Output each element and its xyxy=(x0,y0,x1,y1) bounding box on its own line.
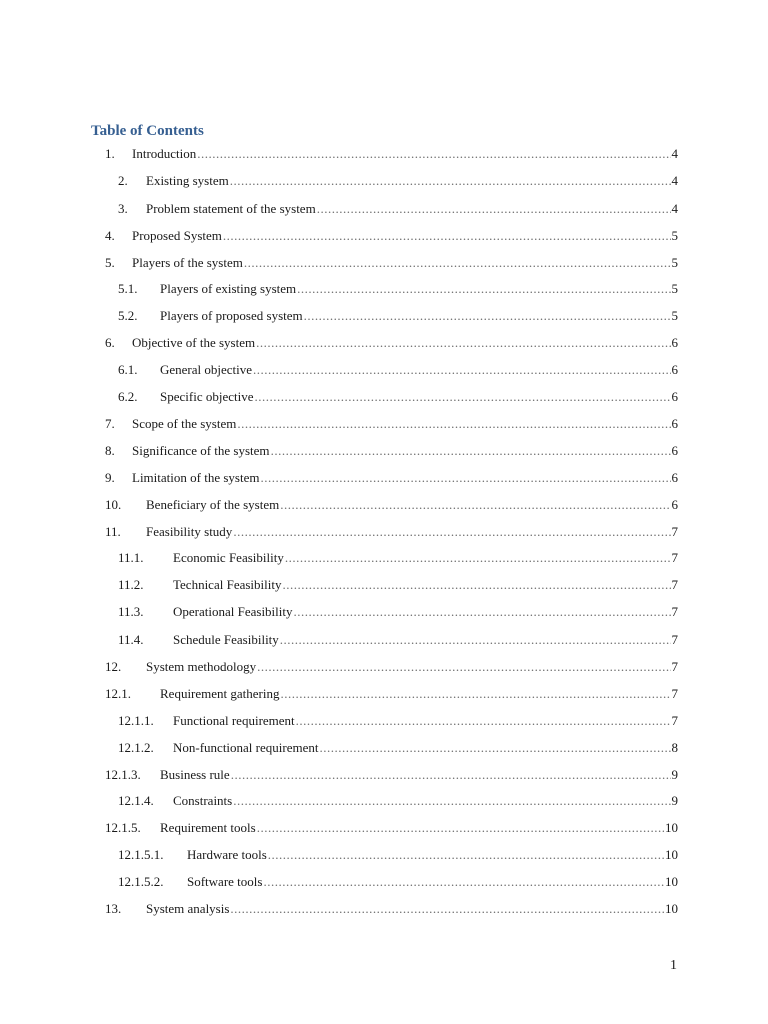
dot-leader xyxy=(268,845,664,865)
toc-entry[interactable] xyxy=(0,845,768,865)
toc-entry-number: 12.1. xyxy=(105,686,131,701)
dot-leader xyxy=(297,279,670,299)
dot-leader xyxy=(233,522,670,542)
toc-entry-number: 7. xyxy=(105,416,115,431)
toc-entry-page[interactable]: 5 xyxy=(671,228,678,243)
toc-entry-page[interactable]: 7 xyxy=(671,577,678,592)
toc-entry-number: 11. xyxy=(105,524,121,539)
toc-entry-line xyxy=(132,253,678,273)
toc-entry[interactable] xyxy=(0,872,768,892)
toc-entry-page[interactable]: 5 xyxy=(671,281,678,296)
toc-entry[interactable] xyxy=(0,253,768,273)
toc-entry-page[interactable]: 4 xyxy=(671,173,678,188)
toc-entry-number: 4. xyxy=(105,228,115,243)
toc-entry-number: 12.1.3. xyxy=(105,767,141,782)
toc-entry-title[interactable]: Beneficiary of the system xyxy=(146,497,280,512)
toc-entry[interactable] xyxy=(0,387,768,407)
toc-entry-line xyxy=(160,387,678,407)
toc-entry-page[interactable]: 8 xyxy=(671,740,678,755)
dot-leader xyxy=(223,226,671,246)
toc-entry[interactable] xyxy=(0,738,768,758)
toc-entry-number: 5.1. xyxy=(118,281,138,296)
toc-entry-title[interactable]: Schedule Feasibility xyxy=(173,632,279,647)
toc-entry-number: 13. xyxy=(105,901,122,916)
toc-entry[interactable] xyxy=(0,684,768,704)
toc-entry-line xyxy=(146,522,678,542)
toc-entry-title[interactable]: Hardware tools xyxy=(187,847,267,862)
toc-entry-page[interactable]: 5 xyxy=(671,255,678,270)
toc-entry-title[interactable]: System analysis xyxy=(146,901,230,916)
toc-entry-page[interactable]: 4 xyxy=(671,146,678,161)
toc-entry-line xyxy=(160,306,678,326)
dot-leader xyxy=(231,765,671,785)
toc-entry-line xyxy=(173,711,678,731)
dot-leader xyxy=(285,548,671,568)
toc-entry-title[interactable]: Non-functional requirement xyxy=(173,740,319,755)
toc-entry-number: 6.2. xyxy=(118,389,138,404)
page-number: 1 xyxy=(670,958,677,973)
toc-entry[interactable] xyxy=(0,279,768,299)
toc-entry[interactable] xyxy=(0,522,768,542)
toc-entry-line xyxy=(132,468,678,488)
toc-entry-line xyxy=(160,360,678,380)
toc-entry-title[interactable]: Objective of the system xyxy=(132,335,256,350)
toc-entry[interactable] xyxy=(0,602,768,622)
toc-entry-line xyxy=(146,495,678,515)
toc-entry[interactable] xyxy=(0,414,768,434)
toc-entry-number: 2. xyxy=(118,173,128,188)
toc-entry-title[interactable]: Introduction xyxy=(132,146,197,161)
toc-entry-page[interactable]: 7 xyxy=(671,604,678,619)
toc-entry-line xyxy=(160,684,678,704)
toc-entry[interactable] xyxy=(0,468,768,488)
toc-entry-number: 12.1.1. xyxy=(118,713,154,728)
dot-leader xyxy=(255,387,671,407)
toc-title: Table of Contents xyxy=(91,123,204,139)
toc-entry-line xyxy=(132,333,678,353)
dot-leader xyxy=(317,199,671,219)
toc-entry-title[interactable]: Requirement tools xyxy=(160,820,256,835)
toc-entry-number: 5. xyxy=(105,255,115,270)
toc-entry-number: 12.1.5. xyxy=(105,820,141,835)
toc-entry-page[interactable]: 10 xyxy=(665,874,678,889)
toc-entry-line xyxy=(132,441,678,461)
toc-entry-page[interactable]: 6 xyxy=(671,443,678,458)
toc-entry-line xyxy=(160,279,678,299)
toc-entry-number: 11.3. xyxy=(118,604,144,619)
toc-entry-line xyxy=(160,818,678,838)
toc-entry[interactable] xyxy=(0,711,768,731)
toc-entry-page[interactable]: 7 xyxy=(671,713,678,728)
toc-entry[interactable] xyxy=(0,548,768,568)
toc-entry[interactable] xyxy=(0,306,768,326)
toc-entry-title[interactable]: Players of proposed system xyxy=(160,308,303,323)
toc-entry-line xyxy=(173,548,678,568)
toc-entry-line xyxy=(160,765,678,785)
toc-entry-page[interactable]: 6 xyxy=(671,497,678,512)
toc-entry-page[interactable]: 7 xyxy=(671,659,678,674)
toc-entry-page[interactable]: 6 xyxy=(671,389,678,404)
toc-entry-title[interactable]: Limitation of the system xyxy=(132,470,260,485)
toc-entry-line xyxy=(132,226,678,246)
toc-entry-page[interactable]: 6 xyxy=(671,470,678,485)
toc-entry-page[interactable]: 7 xyxy=(671,524,678,539)
toc-entry-title[interactable]: Existing system xyxy=(146,173,229,188)
dot-leader xyxy=(244,253,671,273)
toc-entry-number: 1. xyxy=(105,146,115,161)
toc-entry-title[interactable]: Economic Feasibility xyxy=(173,550,284,565)
dot-leader xyxy=(280,630,671,650)
toc-entry-line xyxy=(173,575,678,595)
toc-entry-line xyxy=(132,144,678,164)
toc-entry-number: 12.1.4. xyxy=(118,793,154,808)
toc-entry-title[interactable]: General objective xyxy=(160,362,253,377)
toc-entry-page[interactable]: 6 xyxy=(671,416,678,431)
toc-entry-line xyxy=(173,738,678,758)
dot-leader xyxy=(257,657,670,677)
toc-entry-number: 11.1. xyxy=(118,550,144,565)
toc-entry[interactable] xyxy=(0,441,768,461)
toc-entry-page[interactable]: 10 xyxy=(665,847,678,862)
toc-entry-line xyxy=(187,872,678,892)
toc-entry-page[interactable]: 9 xyxy=(671,793,678,808)
dot-leader xyxy=(260,468,670,488)
toc-entry-number: 11.4. xyxy=(118,632,144,647)
toc-entry-title[interactable]: Functional requirement xyxy=(173,713,295,728)
toc-entry-page[interactable]: 7 xyxy=(671,632,678,647)
toc-entry-page[interactable]: 10 xyxy=(665,820,678,835)
toc-entry-number: 12.1.5.1. xyxy=(118,847,164,862)
dot-leader xyxy=(280,495,670,515)
toc-entry-number: 6. xyxy=(105,335,115,350)
toc-entry-page[interactable]: 6 xyxy=(671,335,678,350)
dot-leader xyxy=(256,333,670,353)
toc-entry-number: 3. xyxy=(118,201,128,216)
toc-entry-title[interactable]: Technical Feasibility xyxy=(173,577,282,592)
toc-entry[interactable] xyxy=(0,899,768,919)
toc-entry-page[interactable]: 7 xyxy=(671,550,678,565)
toc-entry-title[interactable]: Scope of the system xyxy=(132,416,237,431)
toc-entry-number: 12.1.2. xyxy=(118,740,154,755)
toc-entry[interactable] xyxy=(0,575,768,595)
toc-entry-title[interactable]: Players of existing system xyxy=(160,281,297,296)
toc-entry-number: 12.1.5.2. xyxy=(118,874,164,889)
toc-entry[interactable] xyxy=(0,818,768,838)
dot-leader xyxy=(253,360,670,380)
toc-entry-line xyxy=(146,899,678,919)
toc-entry[interactable] xyxy=(0,630,768,650)
dot-leader xyxy=(230,171,671,191)
toc-entry-page[interactable]: 9 xyxy=(671,767,678,782)
toc-entry-page[interactable]: 6 xyxy=(671,362,678,377)
toc-entry-number: 10. xyxy=(105,497,122,512)
toc-entry[interactable] xyxy=(0,226,768,246)
toc-entry[interactable] xyxy=(0,171,768,191)
toc-entry-line xyxy=(173,791,678,811)
dot-leader xyxy=(304,306,671,326)
toc-entry-line xyxy=(173,630,678,650)
dot-leader xyxy=(271,441,671,461)
dot-leader xyxy=(257,818,664,838)
toc-entry-page[interactable]: 7 xyxy=(671,686,678,701)
toc-entry-number: 12. xyxy=(105,659,122,674)
dot-leader xyxy=(263,872,664,892)
toc-entry-number: 5.2. xyxy=(118,308,138,323)
toc-entry-line xyxy=(187,845,678,865)
toc-entry-title[interactable]: Problem statement of the system xyxy=(146,201,316,216)
dot-leader xyxy=(296,711,671,731)
toc-entry-title[interactable]: Requirement gathering xyxy=(160,686,280,701)
toc-entry-line xyxy=(173,602,678,622)
toc-entry-line xyxy=(146,657,678,677)
toc-entry-title[interactable]: Players of the system xyxy=(132,255,243,270)
toc-entry-page[interactable]: 10 xyxy=(665,901,678,916)
toc-entry-line xyxy=(132,414,678,434)
toc-entry[interactable] xyxy=(0,791,768,811)
toc-entry-number: 6.1. xyxy=(118,362,138,377)
toc-entry-number: 11.2. xyxy=(118,577,144,592)
dot-leader xyxy=(282,575,670,595)
toc-entry-title[interactable]: Operational Feasibility xyxy=(173,604,293,619)
toc-entry-page[interactable]: 5 xyxy=(671,308,678,323)
dot-leader xyxy=(319,738,670,758)
toc-entry-title[interactable]: Proposed System xyxy=(132,228,222,243)
toc-entry-line xyxy=(146,171,678,191)
toc-entry-line xyxy=(146,199,678,219)
dot-leader xyxy=(233,791,670,811)
toc-entry-title[interactable]: System methodology xyxy=(146,659,257,674)
dot-leader xyxy=(237,414,670,434)
toc-entry-title[interactable]: Constraints xyxy=(173,793,233,808)
dot-leader xyxy=(294,602,671,622)
toc-entry-title[interactable]: Software tools xyxy=(187,874,263,889)
toc-entry[interactable] xyxy=(0,199,768,219)
toc-entry[interactable] xyxy=(0,144,768,164)
toc-entry-title[interactable]: Feasibility study xyxy=(146,524,233,539)
toc-entry[interactable] xyxy=(0,657,768,677)
toc-entry-page[interactable]: 4 xyxy=(671,201,678,216)
dot-leader xyxy=(230,899,664,919)
toc-entry[interactable] xyxy=(0,765,768,785)
toc-entry-number: 9. xyxy=(105,470,115,485)
toc-entry[interactable] xyxy=(0,360,768,380)
toc-entry-title[interactable]: Business rule xyxy=(160,767,230,782)
dot-leader xyxy=(281,684,671,704)
toc-entry-title[interactable]: Significance of the system xyxy=(132,443,270,458)
toc-entry[interactable] xyxy=(0,333,768,353)
toc-entry[interactable] xyxy=(0,495,768,515)
dot-leader xyxy=(197,144,670,164)
toc-entry-number: 8. xyxy=(105,443,115,458)
toc-entry-title[interactable]: Specific objective xyxy=(160,389,254,404)
